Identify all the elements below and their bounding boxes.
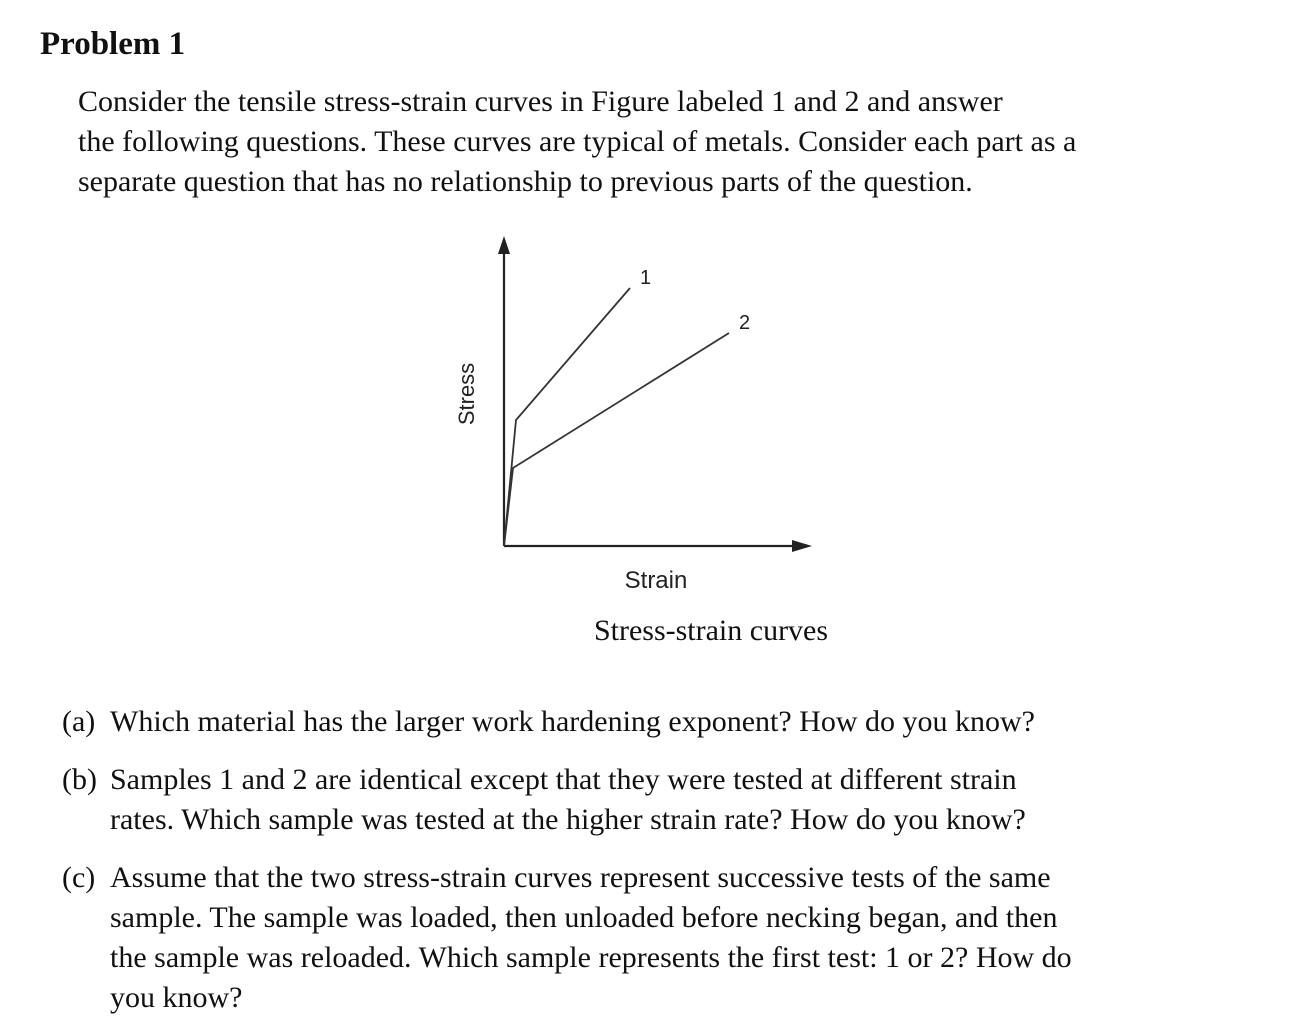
question-line: Assume that the two stress-strain curves represent successive tests of the same <box>110 861 1051 894</box>
series-line-1 <box>504 288 630 546</box>
question-a <box>62 702 1282 742</box>
question-text <box>110 760 1026 840</box>
stress-strain-figure <box>440 228 840 608</box>
problem-title: Problem 1 <box>40 26 186 62</box>
intro-line: Consider the tensile stress-strain curves in Figure labeled 1 and 2 and answer <box>78 85 1003 118</box>
question-text <box>110 702 1035 742</box>
intro-line: the following questions. These curves are typical of metals. Consider each part as a <box>78 125 1077 158</box>
question-line: Which material has the larger work hardening exponent? How do you know? <box>110 705 1035 738</box>
y-axis-label: Stress <box>454 362 479 426</box>
problem-intro <box>78 82 1278 202</box>
intro-line: separate question that has no relationship to previous parts of the question. <box>78 165 973 198</box>
question-line: rates. Which sample was tested at the higher strain rate? How do you know? <box>110 803 1026 836</box>
question-label: (a) <box>62 705 96 738</box>
question-line: you know? <box>110 981 243 1014</box>
stress-strain-chart <box>440 228 840 608</box>
series-line-2 <box>504 333 729 546</box>
series-label-1: 1 <box>640 267 652 289</box>
series-label-2: 2 <box>739 312 751 334</box>
question-c <box>62 858 1282 1018</box>
y-axis-arrow <box>498 236 510 254</box>
question-label: (c) <box>62 861 96 894</box>
question-line: Samples 1 and 2 are identical except that they were tested at different strain <box>110 763 1017 796</box>
x-axis-arrow <box>792 540 812 552</box>
figure-caption <box>0 614 1312 648</box>
question-text <box>110 858 1072 1018</box>
question-b <box>62 760 1282 840</box>
question-line: the sample was reloaded. Which sample represents the first test: 1 or 2? How do <box>110 941 1072 974</box>
questions-list <box>62 702 1282 1036</box>
caption-text: Stress-strain curves <box>593 614 829 647</box>
question-line: sample. The sample was loaded, then unloaded before necking began, and then <box>110 901 1058 934</box>
question-label: (b) <box>62 763 97 796</box>
x-axis-label: Strain <box>624 567 688 594</box>
